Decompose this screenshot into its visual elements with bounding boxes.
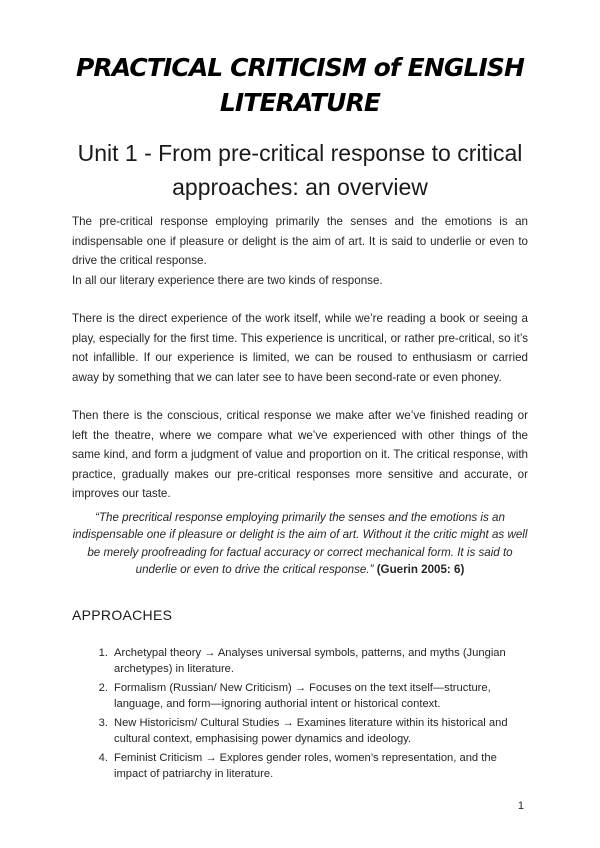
spacer [72, 290, 528, 309]
list-item-number: 2. [98, 681, 108, 694]
list-item-text: New Historicism/ Cultural Studies → Examines literature within its historical and cultural context, emphasising power dynamics and ideology. [114, 716, 508, 745]
list-item-number: 3. [98, 716, 108, 729]
paragraph-direct-experience: There is the direct experience of the work itself, while we’re reading a book or seeing a play, especially for the first time. This experience is uncritical, or rather pre-critical, so it’s not infallible. If our experience is limited, we can be roused to enthusiasm or carried away by something that we can later see to have been second-rate or even phoney. [72, 312, 528, 384]
list-item-text: Archetypal theory → Analyses universal symbols, patterns, and myths (Jungian archetypes) in literature. [114, 646, 506, 675]
quote-citation: (Guerin 2005: 6) [376, 563, 465, 576]
paragraph-intro: The pre-critical response employing primarily the senses and the emotions is an indispensable one if pleasure or delight is the aim of art. It is said to underlie or even to drive the critical response. [72, 215, 528, 267]
paragraph-critical-response: Then there is the conscious, critical response we make after we’ve finished reading or left the theatre, where we compare what we’ve experienced with other things of the same kind, and form a judgment of value and proportion on it. The critical response, with practice, gradually makes our pre-critical responses more sensitive and accurate, or improves our taste. [72, 409, 528, 500]
list-item-text: Formalism (Russian/ New Criticism) → Focuses on the text itself—structure, language, and form—ignoring authorial intent or historical context. [114, 681, 491, 710]
list-item [98, 680, 528, 713]
spacer [72, 387, 528, 406]
paragraph-two-kinds: In all our literary experience there are two kinds of response. [72, 273, 383, 287]
unit-subtitle: Unit 1 - From pre-critical response to critical approaches: an overview [77, 140, 523, 200]
approaches-heading: APPROACHES [72, 606, 173, 623]
list-item [98, 715, 528, 748]
list-item [98, 750, 528, 783]
block-quote [72, 509, 528, 579]
approaches-list [72, 645, 528, 783]
list-item [98, 645, 528, 678]
quote-text: “The precritical response employing primarily the senses and the emotions is an indispensable one if pleasure or delight is the aim of art. Without it the critic might as well be merely proofreading for factual accuracy or correct mechanical form. It is said to underlie or even to drive the critical response.” [72, 510, 528, 576]
list-item-number: 1. [98, 646, 108, 659]
list-item-text: Feminist Criticism → Explores gender roles, women’s representation, and the impact of patriarchy in literature. [114, 751, 497, 780]
document-title: PRACTICAL CRITICISM of ENGLISH LITERATURE [75, 53, 525, 117]
list-item-number: 4. [98, 751, 108, 764]
page-number: 1 [517, 800, 524, 812]
